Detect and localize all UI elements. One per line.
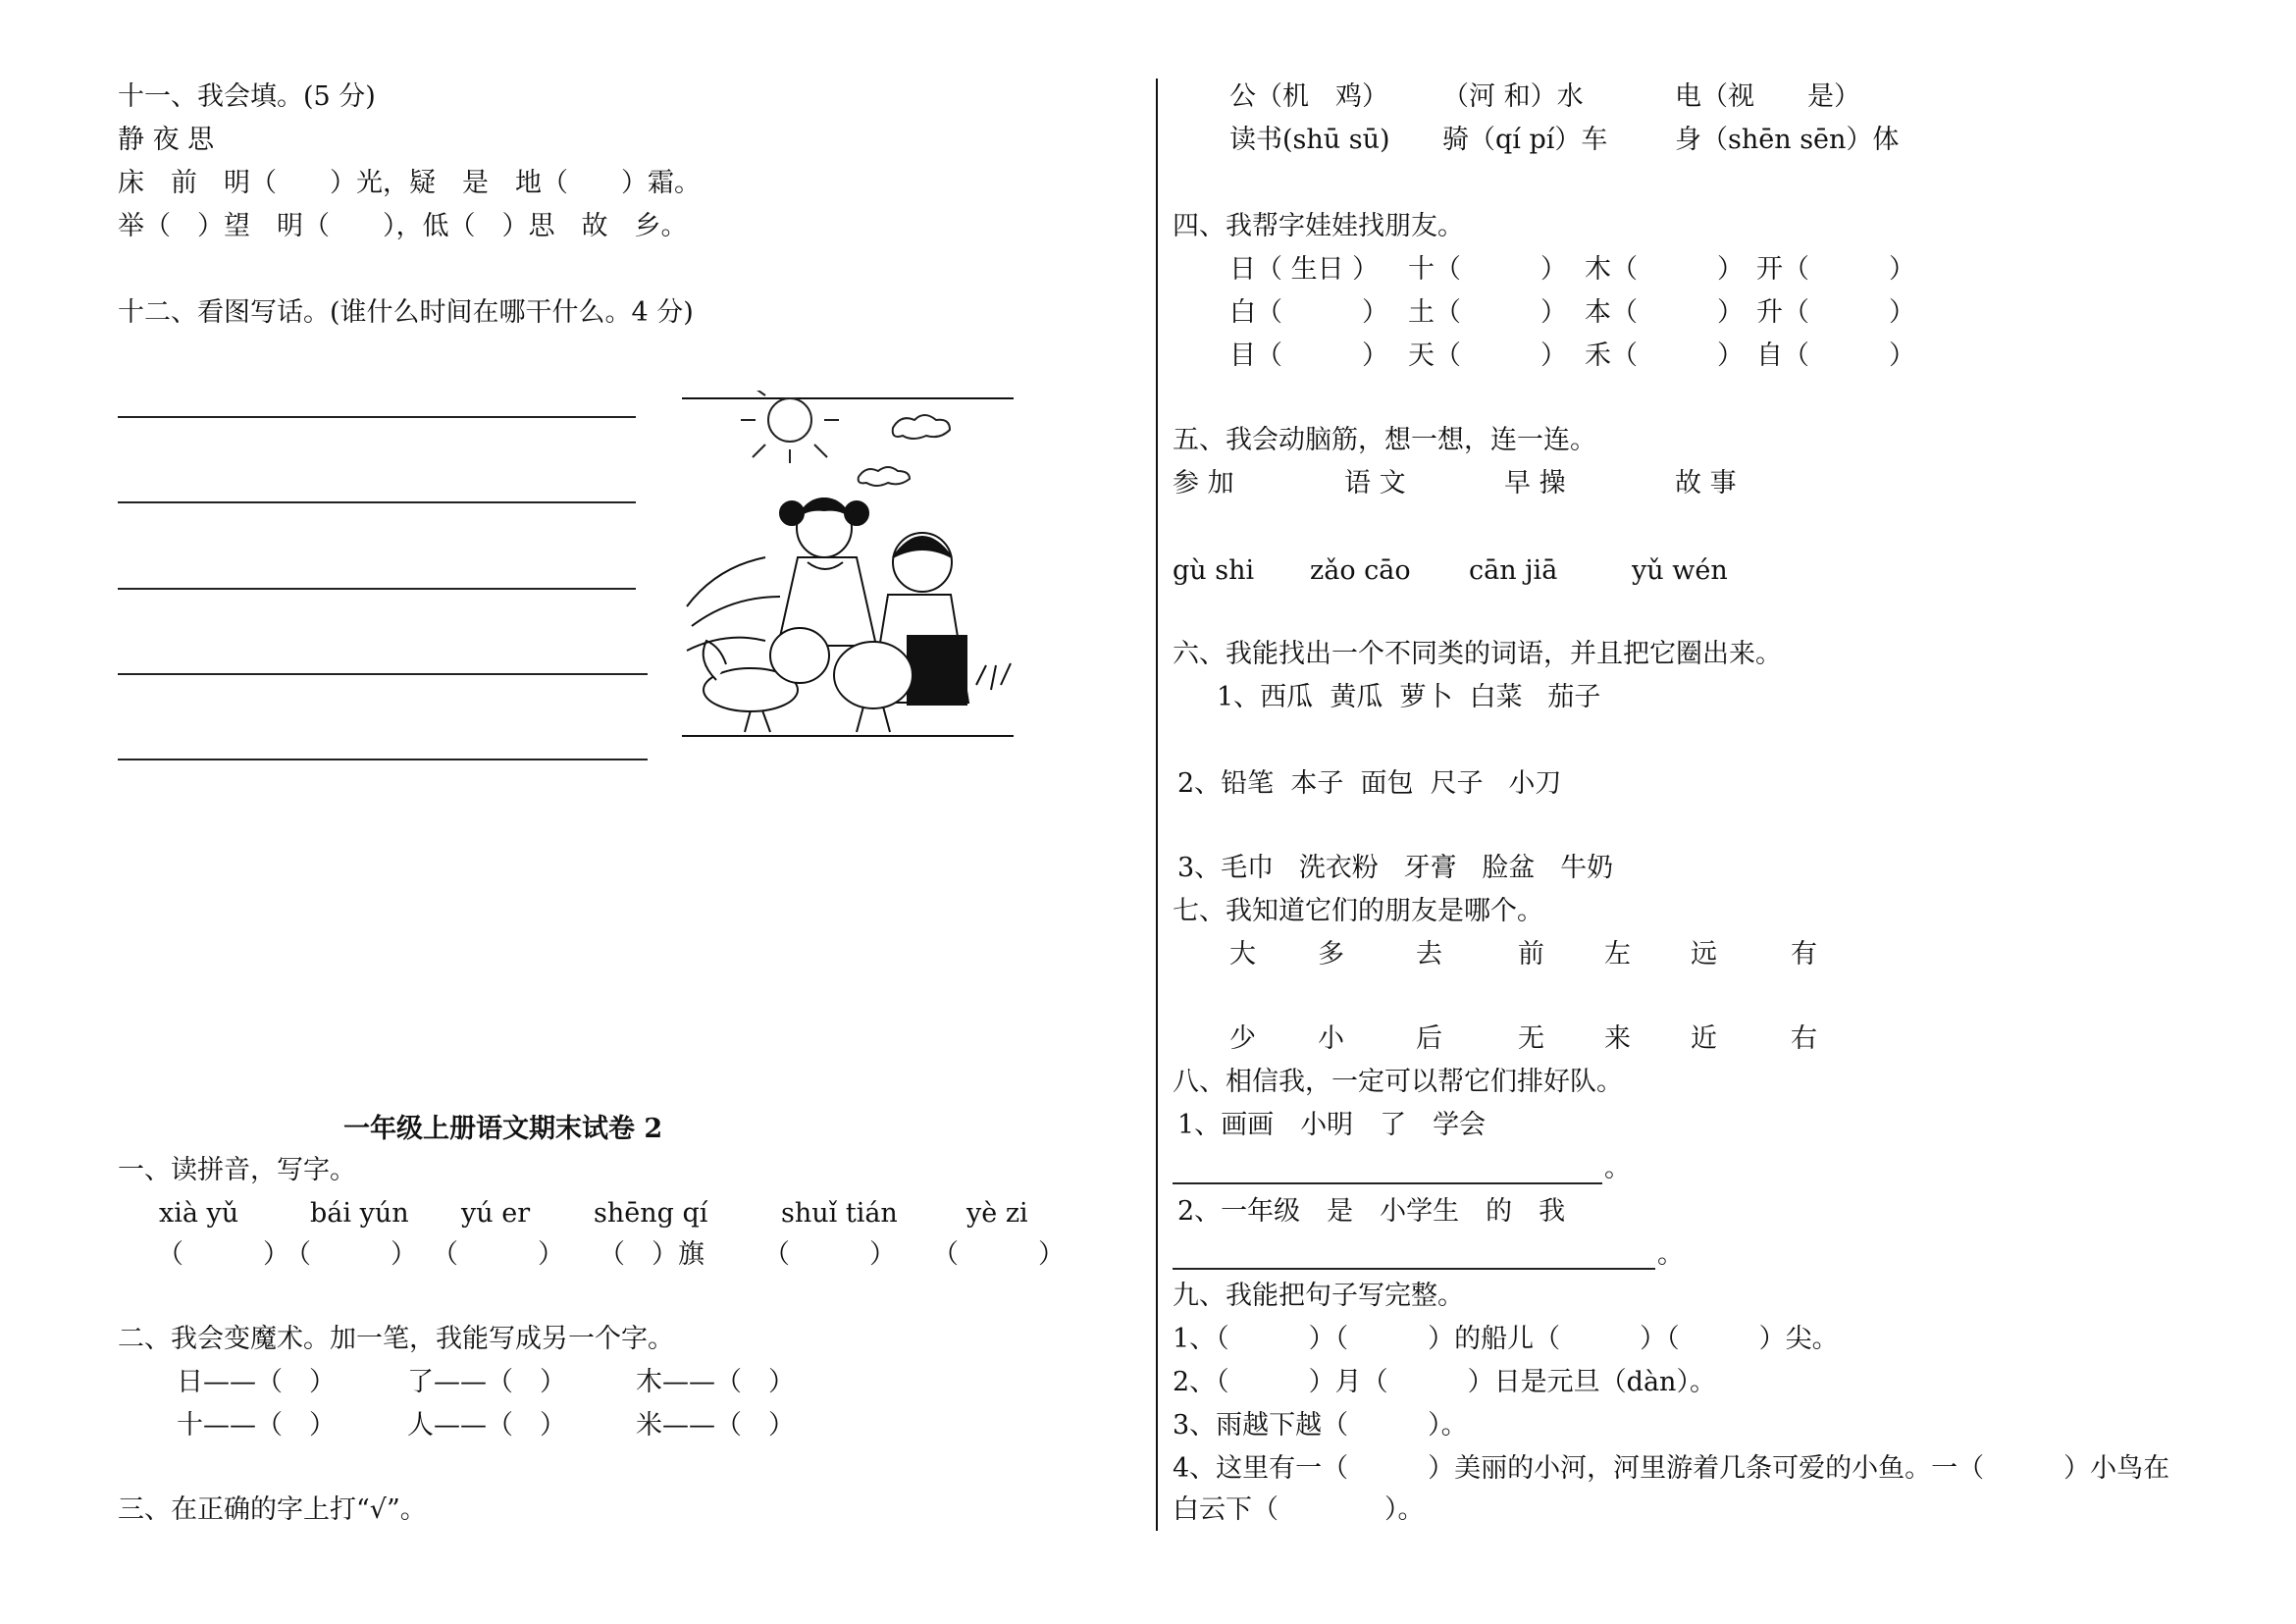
q7-char[interactable]: 小 — [1318, 1023, 1344, 1054]
q4-item[interactable]: 禾（ ） — [1585, 341, 1744, 371]
q9-item[interactable]: 3、雨越下越（ ）。 — [1173, 1410, 1468, 1441]
q7-char[interactable]: 右 — [1791, 1023, 1817, 1054]
q7-char[interactable]: 大 — [1229, 939, 1256, 969]
q3-option[interactable]: 读书(shū sū) — [1229, 125, 1390, 155]
q9-item[interactable]: 2、（ ）月（ ）日是元旦（dàn）。 — [1173, 1367, 1716, 1397]
q1-heading: 一、读拼音，写字。 — [118, 1155, 356, 1185]
writing-line[interactable] — [118, 759, 648, 760]
q6-item[interactable]: 1、西瓜 黄瓜 萝卜 白菜 茄子 — [1217, 682, 1601, 712]
q6-heading: 六、我能找出一个不同类的词语，并且把它圈出来。 — [1173, 639, 1782, 669]
poem-line-1: 床 前 明（ ）光，疑 是 地（ ）霜。 — [118, 168, 701, 198]
pinyin-item: xià yǔ — [159, 1198, 239, 1229]
q2-item[interactable]: 人——（ ） — [407, 1410, 566, 1441]
q2-item[interactable]: 了——（ ） — [407, 1367, 566, 1397]
pinyin-item: yè zi — [966, 1198, 1028, 1229]
q8-item: 1、画画 小明 了 学会 — [1177, 1110, 1487, 1140]
cloud-icon — [859, 467, 910, 486]
writing-line[interactable] — [118, 588, 636, 590]
q7-char[interactable]: 多 — [1318, 939, 1344, 969]
q5-word[interactable]: 语 文 — [1344, 468, 1406, 498]
q8-item: 2、一年级 是 小学生 的 我 — [1177, 1196, 1566, 1227]
sun-icon — [741, 391, 839, 463]
girl-figure — [778, 498, 876, 646]
writing-line[interactable] — [118, 501, 636, 503]
q4-item[interactable]: 升（ ） — [1756, 297, 1915, 328]
q7-char[interactable]: 无 — [1518, 1023, 1544, 1054]
q9-item[interactable]: 4、这里有一（ ）美丽的小河，河里游着几条可爱的小鱼。一（ ）小鸟在 — [1173, 1453, 2170, 1484]
q5-word[interactable]: 早 操 — [1504, 468, 1566, 498]
q4-item[interactable]: 木（ ） — [1585, 254, 1744, 285]
s11-heading: 十一、我会填。(5 分) — [118, 81, 376, 112]
answer-blank[interactable]: （ ） — [932, 1239, 1065, 1270]
q9-heading: 九、我能把句子写完整。 — [1173, 1281, 1464, 1311]
q2-item[interactable]: 十——（ ） — [177, 1410, 336, 1441]
q9-item[interactable]: 白云下（ ）。 — [1173, 1494, 1425, 1525]
q7-char[interactable]: 去 — [1416, 939, 1442, 969]
right-column — [1173, 0, 2296, 1624]
poem-title: 静 夜 思 — [118, 125, 215, 155]
q2-item[interactable]: 木——（ ） — [636, 1367, 795, 1397]
q3-option[interactable]: （河 和）水 — [1442, 81, 1584, 112]
answer-blank[interactable]: （ ） — [285, 1239, 417, 1270]
s12-heading: 十二、看图写话。(谁什么时间在哪干什么。4 分) — [118, 297, 694, 328]
q7-char[interactable]: 前 — [1518, 939, 1544, 969]
q4-item[interactable]: 日（ 生日 ） — [1229, 254, 1380, 285]
q5-word[interactable]: 参 加 — [1173, 468, 1234, 498]
writing-line[interactable] — [118, 673, 648, 675]
writing-line[interactable] — [118, 416, 636, 418]
period: 。 — [1657, 1239, 1684, 1270]
q3-option[interactable]: 电（视 是） — [1675, 81, 1860, 112]
q7-heading: 七、我知道它们的朋友是哪个。 — [1173, 896, 1543, 926]
exam-title: 一年级上册语文期末试卷 2 — [343, 1114, 663, 1144]
pinyin-item: shuǐ tián — [781, 1198, 898, 1229]
answer-line[interactable] — [1173, 1182, 1602, 1184]
q3-option[interactable]: 公（机 鸡） — [1229, 81, 1388, 112]
q4-item[interactable]: 本（ ） — [1585, 297, 1744, 328]
q5-pinyin[interactable]: yǔ wén — [1632, 555, 1728, 586]
children-with-chickens-illustration — [682, 391, 1018, 744]
answer-blank[interactable]: （ ）旗 — [599, 1239, 704, 1270]
q7-char[interactable]: 来 — [1604, 1023, 1631, 1054]
pinyin-item: yú er — [461, 1198, 531, 1229]
q5-pinyin[interactable]: cān jiā — [1469, 555, 1558, 586]
q3-heading: 三、在正确的字上打“√”。 — [118, 1494, 427, 1525]
q5-pinyin[interactable]: gù shi — [1173, 555, 1255, 586]
q5-pinyin[interactable]: zǎo cāo — [1310, 555, 1411, 586]
q8-heading: 八、相信我，一定可以帮它们排好队。 — [1173, 1067, 1623, 1097]
q4-heading: 四、我帮字娃娃找朋友。 — [1173, 211, 1464, 241]
q4-item[interactable]: 白（ ） — [1229, 297, 1388, 328]
answer-blank[interactable]: （ ） — [157, 1239, 289, 1270]
q4-item[interactable]: 十（ ） — [1408, 254, 1567, 285]
cloud-icon — [893, 415, 950, 439]
q6-item[interactable]: 3、毛巾 洗衣粉 牙膏 脸盆 牛奶 — [1177, 853, 1614, 883]
q2-item[interactable]: 米——（ ） — [636, 1410, 795, 1441]
q7-char[interactable]: 近 — [1691, 1023, 1717, 1054]
q6-item[interactable]: 2、铅笔 本子 面包 尺子 小刀 — [1177, 768, 1562, 799]
period: 。 — [1604, 1153, 1631, 1183]
column-divider — [1156, 79, 1158, 1531]
pinyin-item: bái yún — [310, 1198, 409, 1229]
answer-line[interactable] — [1173, 1268, 1655, 1270]
q5-heading: 五、我会动脑筋，想一想，连一连。 — [1173, 425, 1596, 455]
answer-blank[interactable]: （ ） — [432, 1239, 564, 1270]
chicken-figure — [704, 628, 913, 732]
q7-char[interactable]: 左 — [1604, 939, 1631, 969]
q3-option[interactable]: 身（shēn sēn）体 — [1675, 125, 1900, 155]
q4-item[interactable]: 天（ ） — [1408, 341, 1567, 371]
q9-item[interactable]: 1、（ ）（ ）的船儿（ ）（ ）尖。 — [1173, 1324, 1839, 1354]
q3-option[interactable]: 骑（qí pí）车 — [1442, 125, 1608, 155]
q4-item[interactable]: 土（ ） — [1408, 297, 1567, 328]
poem-line-2: 举（ ）望 明（ ），低（ ）思 故 乡。 — [118, 211, 688, 241]
q2-heading: 二、我会变魔术。加一笔，我能写成另一个字。 — [118, 1324, 674, 1354]
q4-item[interactable]: 开（ ） — [1756, 254, 1915, 285]
q5-word[interactable]: 故 事 — [1675, 468, 1737, 498]
q4-item[interactable]: 自（ ） — [1756, 341, 1915, 371]
q7-char[interactable]: 少 — [1229, 1023, 1256, 1054]
q7-char[interactable]: 后 — [1416, 1023, 1442, 1054]
answer-blank[interactable]: （ ） — [763, 1239, 896, 1270]
pinyin-item: shēng qí — [594, 1198, 708, 1229]
q2-item[interactable]: 日——（ ） — [177, 1367, 336, 1397]
q7-char[interactable]: 远 — [1691, 939, 1717, 969]
q7-char[interactable]: 有 — [1791, 939, 1817, 969]
q4-item[interactable]: 目（ ） — [1229, 341, 1388, 371]
